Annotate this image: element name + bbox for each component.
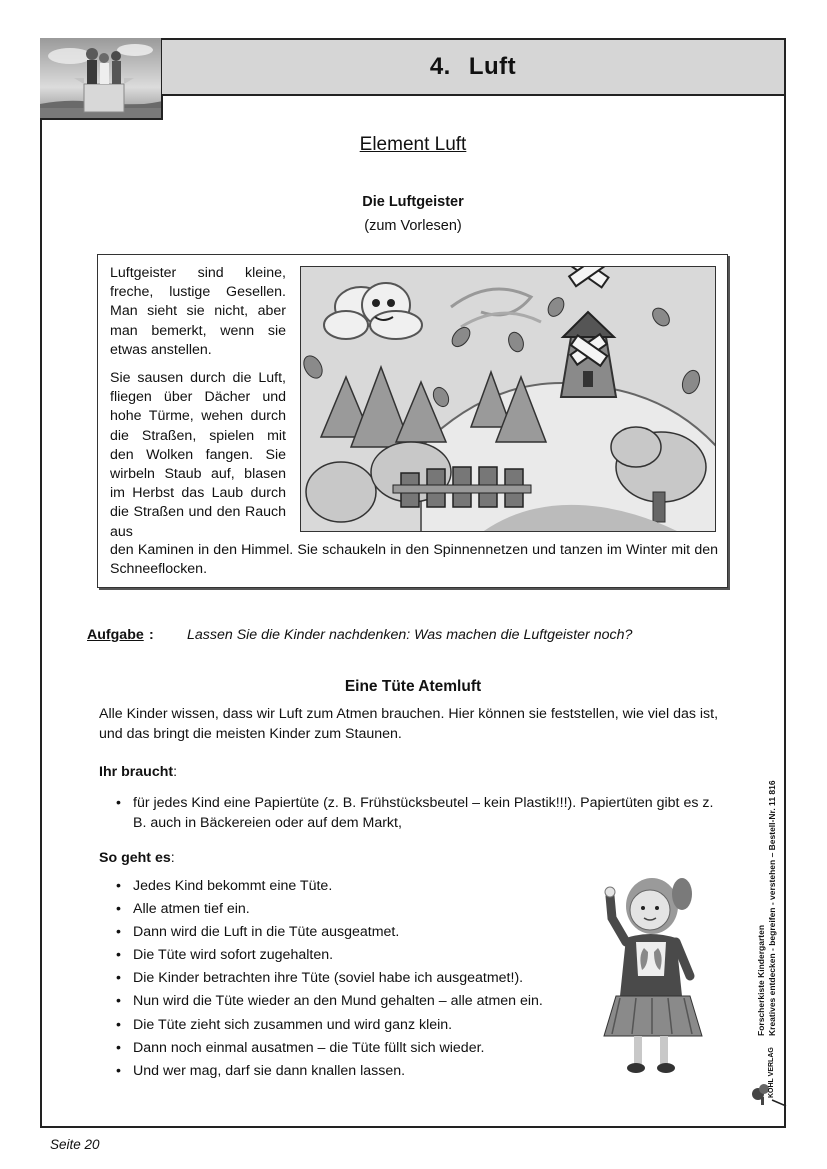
list-item: • Und wer mag, darf sie dann knallen lassen.	[116, 1061, 543, 1084]
steps-list	[116, 876, 543, 1084]
side-order-line: Kreatives entdecken - begreifen - verstehen – Bestell-Nr. 11 816	[767, 780, 777, 1036]
chapter-header	[162, 40, 784, 96]
materials-list	[116, 793, 728, 833]
side-series-line: Forscherkiste Kindergarten	[756, 924, 766, 1036]
materials-heading	[99, 764, 177, 780]
materials-colon: :	[173, 764, 178, 780]
list-item: • Die Tüte zieht sich zusammen und wird ganz klein.	[116, 1015, 543, 1038]
task-colon: :	[149, 627, 154, 643]
list-item: • Alle atmen tief ein.	[116, 899, 543, 922]
children-in-box-photo	[40, 38, 163, 120]
chapter-title	[430, 53, 516, 81]
list-item: • Nun wird die Tüte wieder an den Mund gehalten – alle atmen ein.	[116, 991, 543, 1014]
task-text: Lassen Sie die Kinder nachdenken: Was machen die Luftgeister noch?	[187, 627, 633, 643]
chapter-number: 4.	[429, 53, 451, 80]
list-item: • Die Kinder betrachten ihre Tüte (soviel habe ich ausgeatmet!).	[116, 968, 543, 991]
steps-colon: :	[170, 850, 175, 866]
story-paragraph-2-tail: den Kaminen in den Himmel. Sie schaukeln in den Spinnennetzen und tanzen im Winter mit den Schneeflocken.	[110, 542, 718, 578]
story-paragraph-2: Sie sausen durch die Luft, fliegen über Dächer und hohe Türme, wehen durch die Straßen, spielen mit den Wolken fangen. Sie wirbeln Staub auf, blasen im Herbst das Laub durch die Straßen und den Rauch aus	[110, 370, 286, 540]
story-paragraph-1: Luftgeister sind kleine, freche, lustige Gesellen. Man sieht sie nicht, aber man bemerkt, wenn sie etwas anstellen.	[110, 265, 286, 358]
publisher-logo	[748, 1042, 788, 1106]
element-title: Element Luft	[359, 134, 467, 155]
materials-label: Ihr braucht	[99, 764, 174, 780]
story-subtitle: (zum Vorlesen)	[364, 218, 462, 234]
side-imprint	[748, 730, 792, 1120]
section-intro: Alle Kinder wissen, dass wir Luft zum Atmen brauchen. Hier können sie feststellen, wie viel das ist, und das bringt die meisten Kinder zum Staunen.	[99, 706, 719, 742]
girl-with-lungs-illustration	[590, 866, 718, 1076]
windmill-autumn-illustration	[300, 266, 716, 532]
publisher-name: KOHL VERLAG	[768, 1047, 775, 1098]
chapter-name: Luft	[468, 53, 517, 80]
list-item: • Jedes Kind bekommt eine Tüte.	[116, 876, 543, 899]
list-item: • Die Tüte wird sofort zugehalten.	[116, 945, 543, 968]
task-label: Aufgabe	[87, 627, 144, 643]
story-title: Die Luftgeister	[362, 194, 464, 210]
steps-heading	[99, 850, 175, 866]
page-number: Seite 20	[50, 1137, 100, 1152]
section-title: Eine Tüte Atemluft	[344, 678, 482, 695]
list-item: • Dann noch einmal ausatmen – die Tüte füllt sich wieder.	[116, 1038, 543, 1061]
list-item: • Dann wird die Luft in die Tüte ausgeatmet.	[116, 922, 543, 945]
steps-label: So geht es	[99, 850, 171, 866]
list-item: • für jedes Kind eine Papiertüte (z. B. Frühstücksbeutel – kein Plastik!!!). Papiertüten gibt es z. B. auch in Bäckereien oder auf dem Markt,	[116, 793, 728, 833]
